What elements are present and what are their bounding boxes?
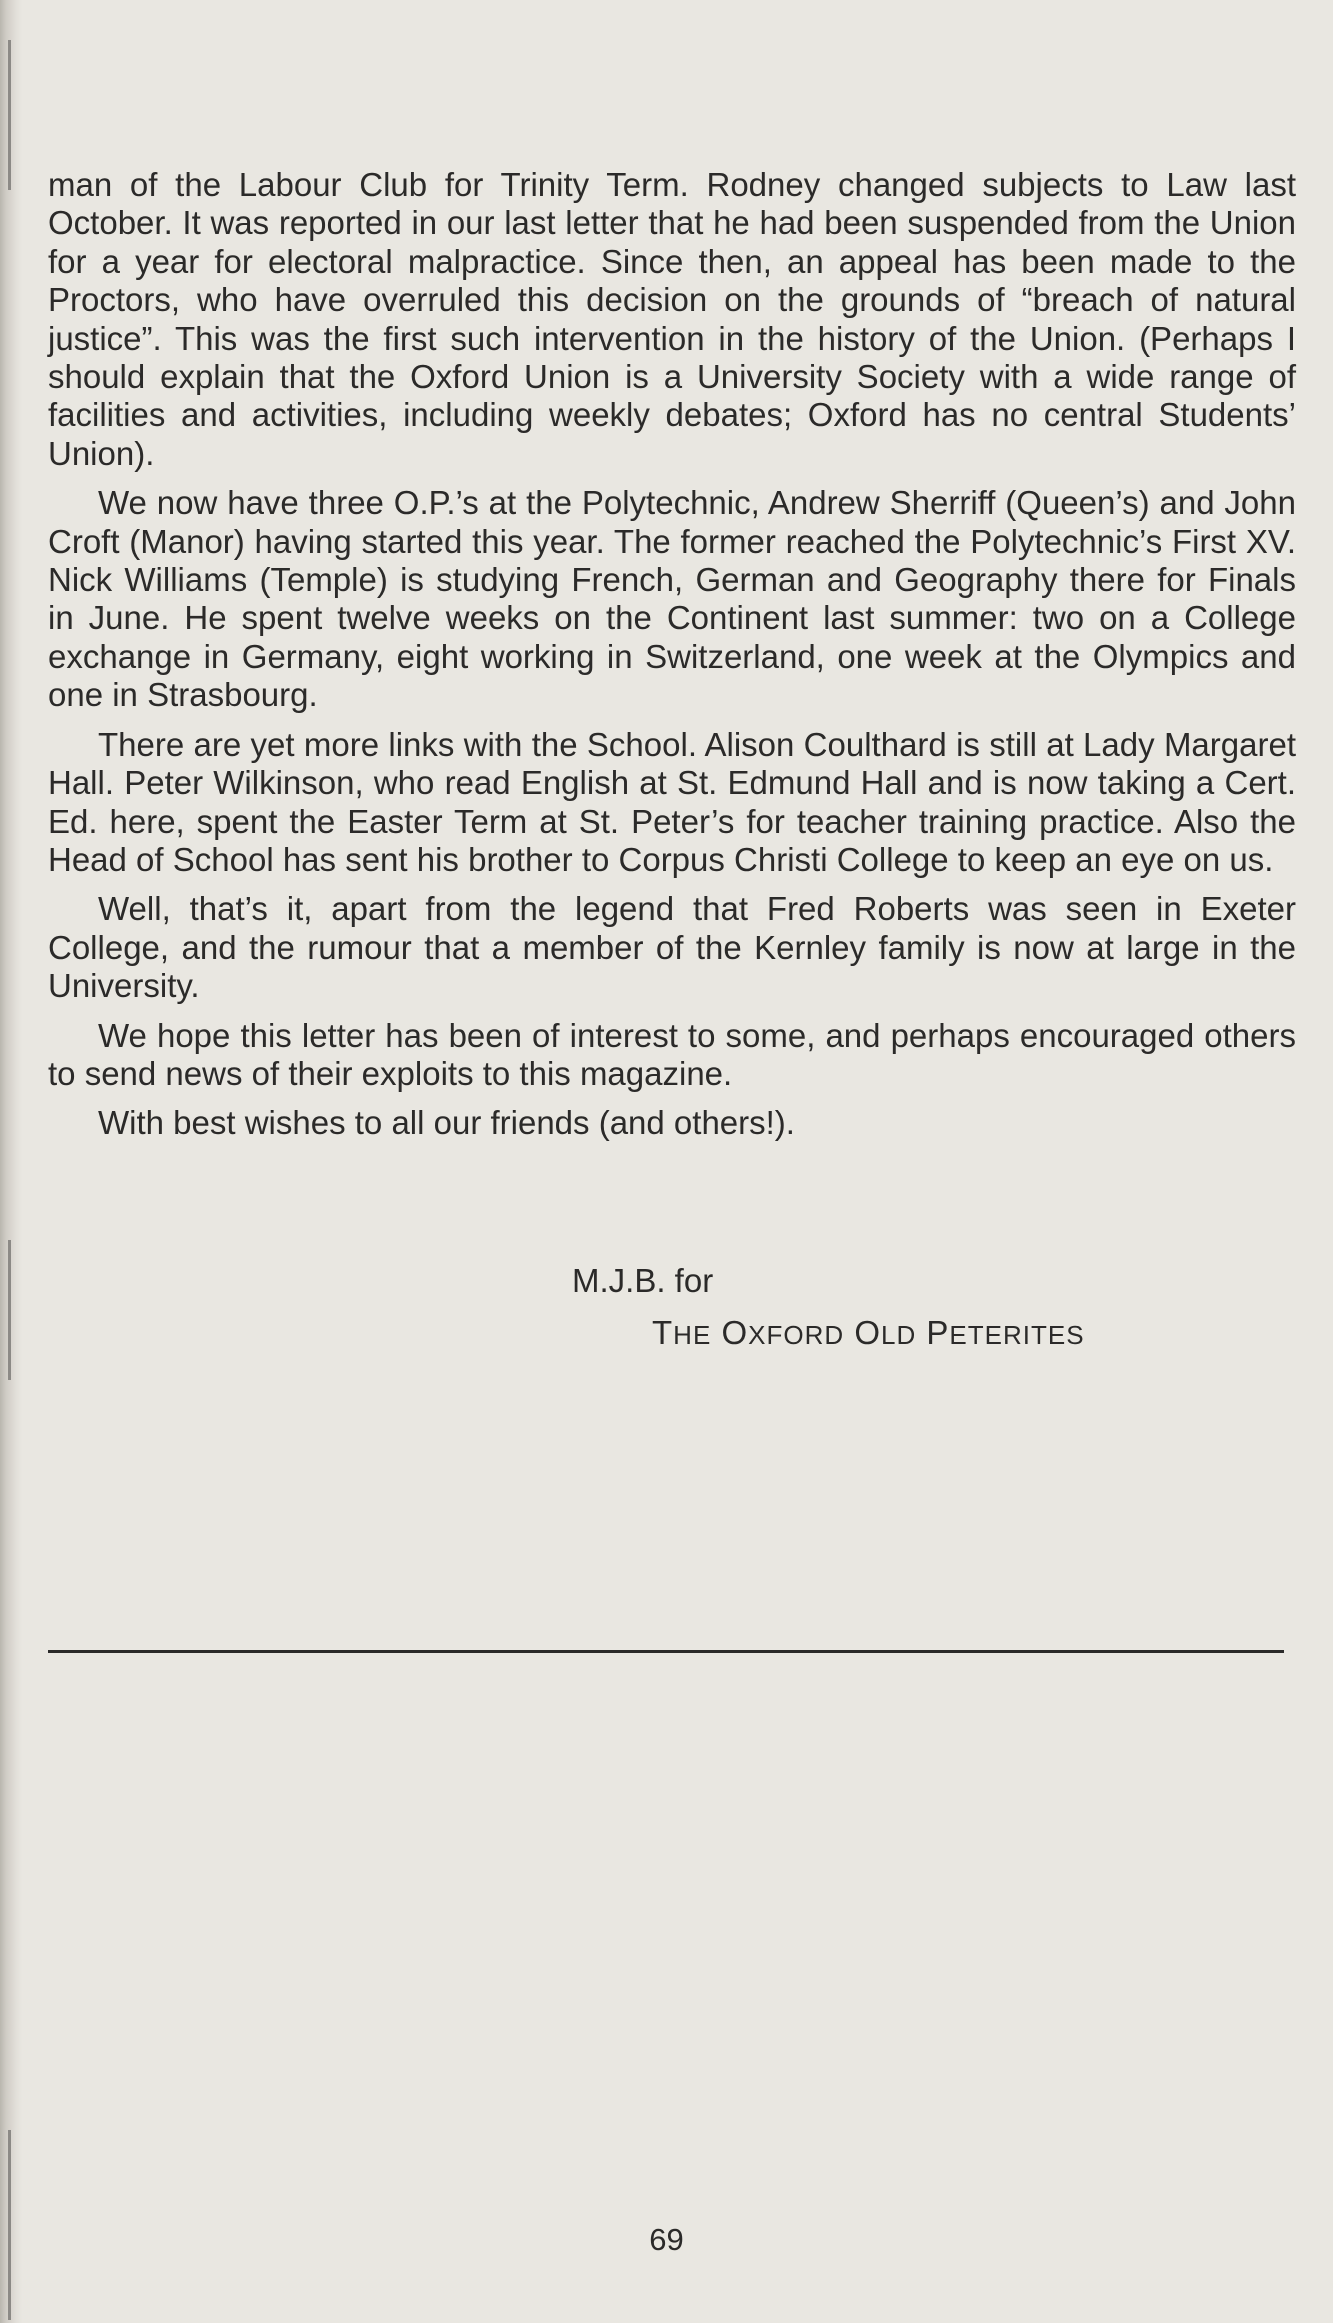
letter-body	[48, 166, 1296, 1154]
paragraph: We hope this letter has been of interest to some, and perhaps encouraged others to send news of their exploits to this magazine.	[48, 1016, 1296, 1092]
paragraph: There are yet more links with the School. Alison Coulthard is still at Lady Margaret Hall. Peter Wilkinson, who read English at St. Edmund Hall and is now taking a Cert. Ed. here, spent the Easter Term at St. Peter’s for teacher training practice. Also the Head of School has sent his brother to Corpus Christi College to keep an eye on us.	[48, 725, 1296, 878]
binding-edge	[0, 0, 22, 2323]
organization-name: THE OXFORD OLD PETERITES	[652, 1314, 1085, 1351]
page-number: 69	[649, 2222, 684, 2257]
binding-mark	[8, 1240, 11, 1380]
signature-organization	[652, 1314, 1085, 1354]
binding-mark	[8, 40, 11, 190]
paragraph: With best wishes to all our friends (and others!).	[98, 1104, 795, 1142]
divider-rule	[48, 1650, 1284, 1653]
paragraph: man of the Labour Club for Trinity Term. Rodney changed subjects to Law last October. It was reported in our last letter that he had been suspended from the Union for a year for electoral malpractice. Since then, an appeal has been made to the Proctors, who have overruled this decision on the grounds of “breach of natural justice”. This was the first such intervention in the history of the Union. (Perhaps I should explain that the Oxford Union is a University Society with a wide range of facilities and activities, including weekly debates; Oxford has no central Students’ Union).	[48, 166, 1296, 472]
paragraph: Well, that’s it, apart from the legend that Fred Roberts was seen in Exeter College, and the rumour that a member of the Kernley family is now at large in the University.	[48, 890, 1296, 1005]
paragraph: We now have three O.P.’s at the Polytechnic, Andrew Sherriff (Queen’s) and John Croft (Manor) having started this year. The former reached the Polytechnic’s First XV. Nick Williams (Temple) is studying French, German and Geography there for Finals in June. He spent twelve weeks on the Continent last summer: two on a College exchange in Germany, eight working in Switzerland, one week at the Olympics and one in Strasbourg.	[48, 484, 1296, 714]
signature-initials: M.J.B. for	[572, 1262, 714, 1299]
